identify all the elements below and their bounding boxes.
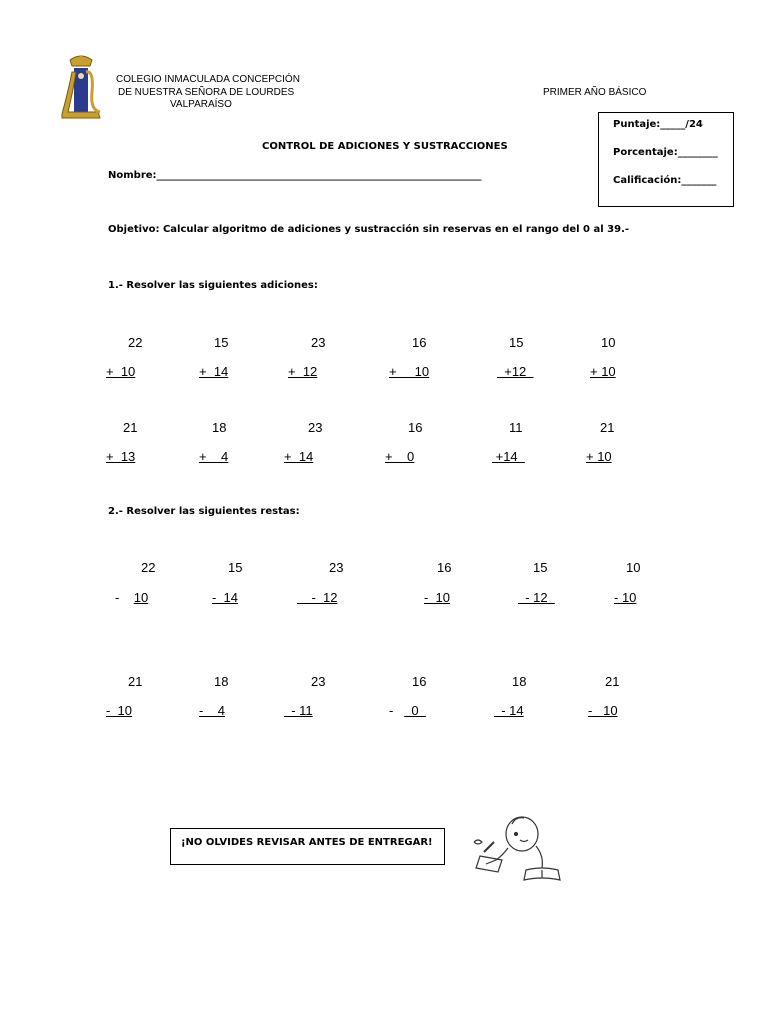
operand-bottom: +14 — [492, 449, 525, 464]
operand-bottom: - 10 — [588, 703, 618, 718]
grade-label: PRIMER AÑO BÁSICO — [543, 87, 647, 98]
operand-top: 18 — [512, 674, 527, 689]
reminder-text: ¡NO OLVIDES REVISAR ANTES DE ENTREGAR! — [181, 837, 433, 848]
operand-top: 21 — [128, 674, 143, 689]
school-name — [116, 74, 300, 112]
operand-bottom: - 12 — [297, 590, 338, 605]
operand-bottom: + 4 — [199, 449, 229, 464]
operand-top: 23 — [308, 420, 323, 435]
calificacion-field[interactable]: Calificación:_______ — [613, 175, 717, 186]
operand-top: 10 — [626, 560, 641, 575]
operand-top: 10 — [601, 335, 616, 350]
porcentaje-field[interactable]: Porcentaje:________ — [613, 147, 718, 158]
school-line-3: VALPARAÍSO — [170, 99, 232, 110]
operand-bottom: + 10 — [590, 364, 616, 379]
operand-bottom: - 11 — [284, 703, 313, 718]
objective-text: Objetivo: Calcular algoritmo de adiciones y sustracción sin reservas en el rango del 0 al 39.- — [108, 224, 630, 235]
score-box — [598, 112, 734, 207]
operand-bottom: - 14 — [212, 590, 239, 605]
operand-bottom: +12 — [497, 364, 534, 379]
operand-top: 16 — [437, 560, 452, 575]
school-line-2: DE NUESTRA SEÑORA DE LOURDES — [118, 86, 295, 98]
operand-bottom: + 12 — [288, 364, 318, 379]
operand-top: 16 — [412, 335, 427, 350]
operand-bottom: + 13 — [106, 449, 136, 464]
section-1-heading: 1.- Resolver las siguientes adiciones: — [108, 280, 318, 291]
operand-bottom: + 10 — [586, 449, 612, 464]
operand-top: 21 — [123, 420, 138, 435]
operand-top: 18 — [212, 420, 227, 435]
operand-bottom: - 10 — [106, 703, 133, 718]
operand-bottom — [389, 364, 429, 379]
operand-top: 23 — [311, 335, 326, 350]
operand-top: 15 — [533, 560, 548, 575]
operand-bottom: - 14 — [494, 703, 524, 718]
operand-bottom: + 10 — [106, 364, 136, 379]
operand-bottom: - 10 — [115, 590, 149, 605]
operand-top: 15 — [214, 335, 229, 350]
operand-bottom: - 4 — [199, 703, 226, 718]
operand-top: 21 — [605, 674, 620, 689]
operand-top: 15 — [509, 335, 524, 350]
operand-top: 22 — [128, 335, 143, 350]
operand-bottom: + 14 — [284, 449, 314, 464]
school-line-1: COLEGIO INMACULADA CONCEPCIÓN — [116, 74, 300, 85]
operand-top: 21 — [600, 420, 615, 435]
reminder-box — [170, 828, 445, 865]
section-2-heading: 2.- Resolver las siguientes restas: — [108, 506, 300, 517]
operand-bottom: - 12 — [518, 590, 555, 605]
operand-bottom-text: 0 — [404, 703, 426, 718]
operand-top: 23 — [311, 674, 326, 689]
operand-bottom: - 10 — [424, 590, 451, 605]
operand-top: 16 — [412, 674, 427, 689]
operand-bottom-text: + 10 — [389, 364, 430, 379]
operand-top: 22 — [141, 560, 156, 575]
operand-bottom: - 0 — [389, 703, 426, 718]
operand-bottom: + 0 — [385, 449, 415, 464]
operand-top: 23 — [329, 560, 344, 575]
operand-top: 15 — [228, 560, 243, 575]
nombre-field[interactable]: Nombre:_________________________________________________________________ — [108, 170, 482, 181]
child-writing-icon — [472, 812, 576, 884]
school-crest-icon — [58, 52, 104, 120]
operand-bottom-text: 10 — [133, 590, 149, 605]
operand-bottom: - 10 — [614, 590, 637, 605]
operand-top: 18 — [214, 674, 229, 689]
puntaje-field[interactable]: Puntaje:_____/24 — [613, 119, 703, 130]
operand-top: 16 — [408, 420, 423, 435]
page-title: CONTROL DE ADICIONES Y SUSTRACCIONES — [262, 141, 508, 152]
operand-bottom: + 14 — [199, 364, 229, 379]
operand-top: 11 — [509, 420, 523, 435]
